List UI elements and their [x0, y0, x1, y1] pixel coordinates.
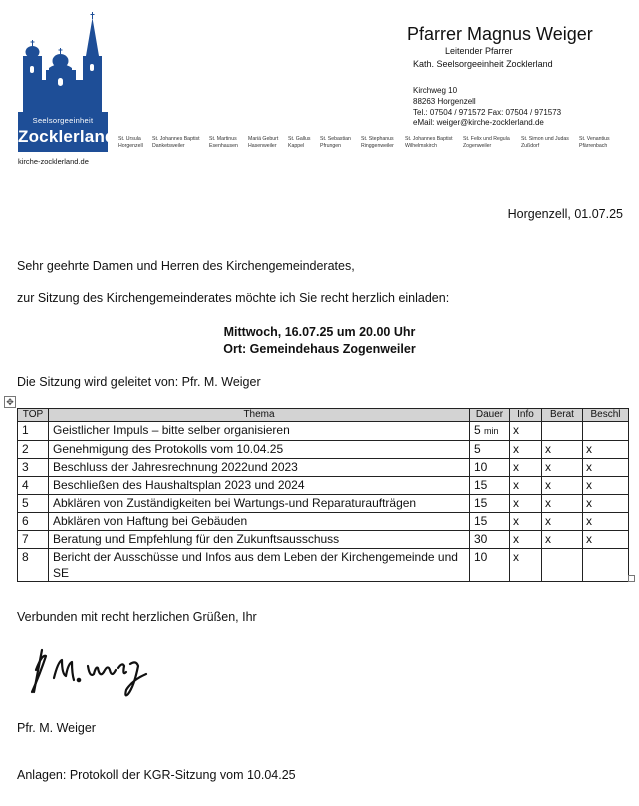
- table-header-row: [18, 409, 629, 422]
- header-top: TOP: [18, 409, 49, 422]
- row-number: 3: [18, 459, 49, 477]
- row-berat: x: [542, 441, 583, 459]
- parish-item: St. Venantius Pfärrenbach: [579, 136, 610, 149]
- row-topic: Bericht der Ausschüsse und Infos aus dem Leben der Kirchengemeinde und SE: [49, 549, 470, 582]
- duration-unit: min: [484, 426, 499, 436]
- row-duration: 5 min: [470, 422, 510, 441]
- row-number: 5: [18, 495, 49, 513]
- row-duration: 10: [470, 549, 510, 582]
- parish-item: St. Felix und Regula Zogenweiler: [463, 136, 510, 149]
- address-block: [413, 86, 561, 129]
- table-row: [18, 549, 629, 582]
- parish-item: St. Gallus Kappel: [288, 136, 311, 149]
- table-move-handle-icon[interactable]: ✥: [4, 396, 16, 408]
- row-duration: 15: [470, 513, 510, 531]
- row-beschl: x: [583, 441, 629, 459]
- row-topic: Abklären von Zuständigkeiten bei Wartungs-und Reparaturaufträgen: [49, 495, 470, 513]
- row-topic: Beschließen des Haushaltsplan 2023 und 2024: [49, 477, 470, 495]
- row-number: 1: [18, 422, 49, 441]
- row-berat: x: [542, 477, 583, 495]
- table-row: [18, 459, 629, 477]
- row-duration: 15: [470, 477, 510, 495]
- header-info: Info: [510, 409, 542, 422]
- row-berat: x: [542, 459, 583, 477]
- table-row: [18, 477, 629, 495]
- row-number: 4: [18, 477, 49, 495]
- row-info: x: [510, 422, 542, 441]
- row-info: x: [510, 477, 542, 495]
- address-street: Kirchweg 10: [413, 86, 458, 95]
- row-beschl: x: [583, 531, 629, 549]
- row-number: 7: [18, 531, 49, 549]
- row-duration: 30: [470, 531, 510, 549]
- signer-name: Pfr. M. Weiger: [17, 721, 96, 735]
- row-duration: 15: [470, 495, 510, 513]
- header-beschl: Beschl: [583, 409, 629, 422]
- pastor-role: Leitender Pfarrer: [445, 46, 513, 56]
- row-beschl: [583, 549, 629, 582]
- meeting-datetime: Mittwoch, 16.07.25 um 20.00 Uhr: [223, 325, 416, 339]
- website-text: kirche-zocklerland.de: [18, 157, 89, 166]
- parish-item: Mariä Geburt Hasenweiler: [248, 136, 279, 149]
- row-topic: Beschluss der Jahresrechnung 2022und 2023: [49, 459, 470, 477]
- brand-large-text: Zocklerland: [18, 127, 116, 146]
- row-duration: 5: [470, 441, 510, 459]
- parish-item: St. Johannes Baptist Wilhelmskirch: [405, 136, 453, 149]
- row-info: x: [510, 549, 542, 582]
- agenda-table: [17, 408, 629, 582]
- address-phone: Tel.: 07504 / 971572 Fax: 07504 / 971573: [413, 107, 562, 117]
- row-beschl: x: [583, 513, 629, 531]
- parish-item: St. Johannes Baptist Danketsweiler: [152, 136, 200, 149]
- attachments-text: Anlagen: Protokoll der KGR-Sitzung vom 10.04.25: [17, 768, 296, 782]
- parish-item: St. Simon und Judas Zußdorf: [521, 136, 569, 149]
- row-beschl: x: [583, 477, 629, 495]
- row-info: x: [510, 495, 542, 513]
- salutation: Sehr geehrte Damen und Herren des Kirchengemeinderates,: [17, 259, 355, 273]
- table-row: [18, 441, 629, 459]
- pastor-name: Pfarrer Magnus Weiger: [407, 24, 593, 44]
- row-number: 2: [18, 441, 49, 459]
- parish-item: St. Stephanus Ringgenweiler: [361, 136, 394, 149]
- table-resize-handle[interactable]: [628, 575, 635, 582]
- row-topic: Geistlicher Impuls – bitte selber organisieren: [49, 422, 470, 441]
- closing-text: Verbunden mit recht herzlichen Grüßen, Ihr: [17, 610, 257, 624]
- row-beschl: x: [583, 459, 629, 477]
- row-info: x: [510, 441, 542, 459]
- row-beschl: [583, 422, 629, 441]
- parish-item: St. Sebastian Pfrungen: [320, 136, 351, 149]
- header-duration: Dauer: [470, 409, 510, 422]
- intro-text: zur Sitzung des Kirchengemeinderates möchte ich Sie recht herzlich einladen:: [17, 291, 450, 305]
- pastor-unit: Kath. Seelsorgeeinheit Zocklerland: [413, 59, 553, 69]
- parish-item: St. Martinus Esenhausen: [209, 136, 238, 149]
- table-row: [18, 422, 629, 441]
- row-berat: x: [542, 495, 583, 513]
- brand-box: [18, 112, 116, 152]
- row-info: x: [510, 459, 542, 477]
- table-row: [18, 495, 629, 513]
- row-info: x: [510, 513, 542, 531]
- chair-text: Die Sitzung wird geleitet von: Pfr. M. Weiger: [17, 375, 261, 389]
- row-topic: Genehmigung des Protokolls vom 10.04.25: [49, 441, 470, 459]
- meeting-location: Ort: Gemeindehaus Zogenweiler: [223, 342, 416, 356]
- row-topic: Abklären von Haftung bei Gebäuden: [49, 513, 470, 531]
- signature-icon: [28, 640, 158, 702]
- row-number: 8: [18, 549, 49, 582]
- row-berat: [542, 549, 583, 582]
- address-city: 88263 Horgenzell: [413, 96, 476, 106]
- row-berat: x: [542, 531, 583, 549]
- row-topic: Beratung und Empfehlung für den Zukunftsausschuss: [49, 531, 470, 549]
- parish-item: St. Ursula Horgenzell: [118, 136, 143, 149]
- place-date: Horgenzell, 01.07.25: [507, 207, 623, 221]
- row-number: 6: [18, 513, 49, 531]
- row-berat: x: [542, 513, 583, 531]
- row-berat: [542, 422, 583, 441]
- brand-small-text: Seelsorgeeinheit: [32, 116, 94, 125]
- table-row: [18, 513, 629, 531]
- header-topic: Thema: [49, 409, 470, 422]
- address-email: eMail: weiger@kirche-zocklerland.de: [413, 118, 544, 128]
- row-duration: 10: [470, 459, 510, 477]
- row-beschl: x: [583, 495, 629, 513]
- church-logo-icon: [16, 12, 110, 112]
- table-row: [18, 531, 629, 549]
- row-info: x: [510, 531, 542, 549]
- header-berat: Berat: [542, 409, 583, 422]
